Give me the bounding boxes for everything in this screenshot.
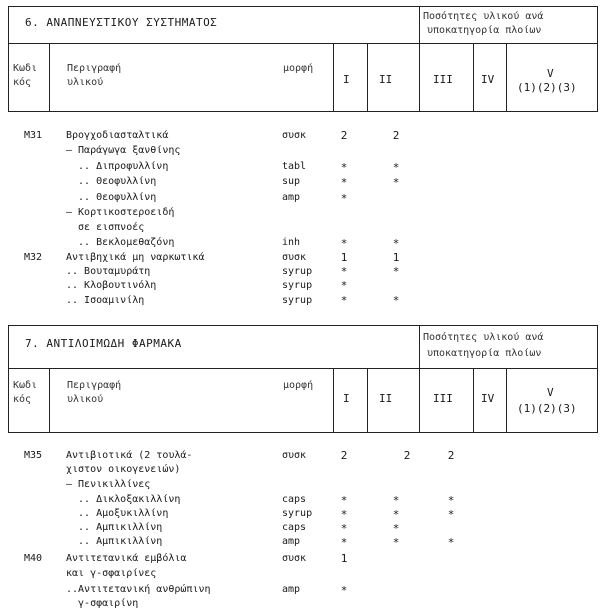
row-col-I: * bbox=[340, 176, 348, 189]
row-description: σε εισπνοές bbox=[66, 222, 145, 233]
row-description: Αντιβιοτικά (2 τουλά- bbox=[66, 450, 193, 461]
row-description: και γ-σφαιρίνες bbox=[66, 568, 157, 579]
row-form: συσκ bbox=[282, 130, 307, 141]
row-col-II: * bbox=[392, 522, 400, 535]
row-col-II: * bbox=[392, 176, 400, 189]
row-form: tabl bbox=[282, 161, 307, 172]
code-header-line1: Κωδι bbox=[13, 63, 38, 74]
row-description: .. Βουταμυράτη bbox=[66, 266, 151, 277]
section7-title: 7. ΑΝΤΙΛΟΙΜΩΔΗ ΦΑΡΜΑΚΑ bbox=[25, 337, 182, 350]
row-form: syrup bbox=[282, 280, 313, 291]
row-col-I: 1 bbox=[340, 251, 348, 264]
code-header-line2: κός bbox=[13, 394, 32, 405]
row-description: ..Αντιτετανική ανθρώπινη bbox=[66, 584, 211, 595]
quantities-header-line2: υποκατηγορία πλοίων bbox=[427, 348, 542, 359]
row-description: χιστον οικογενειών) bbox=[66, 464, 181, 475]
row-form: inh bbox=[282, 237, 301, 248]
row-code: M35 bbox=[24, 450, 43, 461]
row-description: .. Θεοφυλλίνη bbox=[66, 176, 157, 187]
col-V-header: V bbox=[547, 386, 554, 399]
row-col-II: * bbox=[392, 294, 400, 307]
col-I-header: I bbox=[343, 73, 350, 86]
row-description: .. Δικλοξακιλλίνη bbox=[66, 494, 181, 505]
row-form: amp bbox=[282, 192, 301, 203]
row-col-III: * bbox=[447, 536, 455, 549]
col-I-header: I bbox=[343, 392, 350, 405]
row-description: .. Αμπικιλλίνη bbox=[66, 522, 163, 533]
col-IV-header: IV bbox=[481, 392, 495, 405]
row-col-I: * bbox=[340, 192, 348, 205]
form-header: μορφή bbox=[283, 63, 314, 74]
row-code: M32 bbox=[24, 252, 43, 263]
row-col-I: * bbox=[340, 265, 348, 278]
col-II-header: II bbox=[379, 392, 393, 405]
row-col-I: 1 bbox=[340, 552, 348, 565]
row-form: amp bbox=[282, 536, 301, 547]
description-header-line1: Περιγραφή bbox=[67, 63, 122, 74]
row-col-I: 2 bbox=[340, 129, 348, 142]
row-col-III: 2 bbox=[447, 449, 455, 462]
row-description: .. Κλοβουτινόλη bbox=[66, 280, 157, 291]
row-col-II: 2 bbox=[403, 449, 411, 462]
row-col-II: * bbox=[392, 536, 400, 549]
row-form: συσκ bbox=[282, 450, 307, 461]
row-col-I: * bbox=[340, 294, 348, 307]
row-col-III: * bbox=[447, 508, 455, 521]
section6-header-table bbox=[8, 6, 598, 112]
form-header: μορφή bbox=[283, 380, 314, 391]
row-col-I: * bbox=[340, 237, 348, 250]
row-description: .. Θεοφυλλίνη bbox=[66, 192, 157, 203]
row-col-II: * bbox=[392, 161, 400, 174]
row-col-II: * bbox=[392, 508, 400, 521]
row-form: syrup bbox=[282, 295, 313, 306]
row-description: – Κορτικοστεροειδή bbox=[66, 207, 175, 218]
row-description: .. Αμπικιλλίνη bbox=[66, 536, 163, 547]
row-col-I: * bbox=[340, 508, 348, 521]
row-description: – Παράγωγα ξανθίνης bbox=[66, 145, 181, 156]
row-col-III: * bbox=[447, 494, 455, 507]
col-IV-header: IV bbox=[481, 73, 495, 86]
row-description: Αντιτετανικά εμβόλια bbox=[66, 553, 187, 564]
col-III-header: III bbox=[433, 73, 453, 86]
row-description: Αντιβηχικά μη ναρκωτικά bbox=[66, 252, 205, 263]
description-header-line2: υλικού bbox=[67, 394, 104, 405]
row-form: συσκ bbox=[282, 553, 307, 564]
row-col-I: 2 bbox=[340, 449, 348, 462]
col-V-subheader: (1)(2)(3) bbox=[517, 402, 577, 415]
description-header-line2: υλικού bbox=[67, 77, 104, 88]
col-III-header: III bbox=[433, 392, 453, 405]
row-description: γ-σφαιρίνη bbox=[66, 598, 139, 609]
row-description: Βρογχοδιασταλτικά bbox=[66, 130, 169, 141]
section7-header-table bbox=[8, 325, 598, 433]
col-V-subheader: (1)(2)(3) bbox=[517, 81, 577, 94]
row-form: sup bbox=[282, 176, 301, 187]
row-col-II: * bbox=[392, 494, 400, 507]
row-col-I: * bbox=[340, 584, 348, 597]
row-form: syrup bbox=[282, 266, 313, 277]
row-col-I: * bbox=[340, 494, 348, 507]
description-header-line1: Περιγραφή bbox=[67, 380, 122, 391]
row-col-I: * bbox=[340, 279, 348, 292]
row-col-I: * bbox=[340, 161, 348, 174]
row-form: syrup bbox=[282, 508, 313, 519]
code-header-line1: Κωδι bbox=[13, 380, 38, 391]
row-description: – Πενικιλλίνες bbox=[66, 479, 151, 490]
col-II-header: II bbox=[379, 73, 393, 86]
col-V-header: V bbox=[547, 67, 554, 80]
row-description: .. Διπροφυλλίνη bbox=[66, 161, 169, 172]
row-col-II: * bbox=[392, 237, 400, 250]
quantities-header-line1: Ποσότητες υλικού ανά bbox=[423, 332, 544, 343]
row-col-I: * bbox=[340, 522, 348, 535]
row-form: amp bbox=[282, 584, 301, 595]
row-form: συσκ bbox=[282, 252, 307, 263]
quantities-header-line2: υποκατηγορία πλοίων bbox=[427, 25, 542, 36]
quantities-header-line1: Ποσότητες υλικού ανά bbox=[423, 11, 544, 22]
row-form: caps bbox=[282, 494, 307, 505]
code-header-line2: κός bbox=[13, 77, 32, 88]
row-col-I: * bbox=[340, 536, 348, 549]
row-col-II: * bbox=[392, 265, 400, 278]
section6-title: 6. ΑΝΑΠΝΕΥΣΤΙΚΟΥ ΣΥΣΤΗΜΑΤΟΣ bbox=[25, 16, 218, 29]
row-code: M40 bbox=[24, 553, 43, 564]
row-description: .. Αμοξυκιλλίνη bbox=[66, 508, 169, 519]
row-description: .. Ισοαμινίλη bbox=[66, 295, 145, 306]
row-form: caps bbox=[282, 522, 307, 533]
row-code: M31 bbox=[24, 130, 43, 141]
row-col-II: 1 bbox=[392, 251, 400, 264]
row-col-II: 2 bbox=[392, 129, 400, 142]
row-description: .. Βεκλομεθαζόνη bbox=[66, 237, 175, 248]
